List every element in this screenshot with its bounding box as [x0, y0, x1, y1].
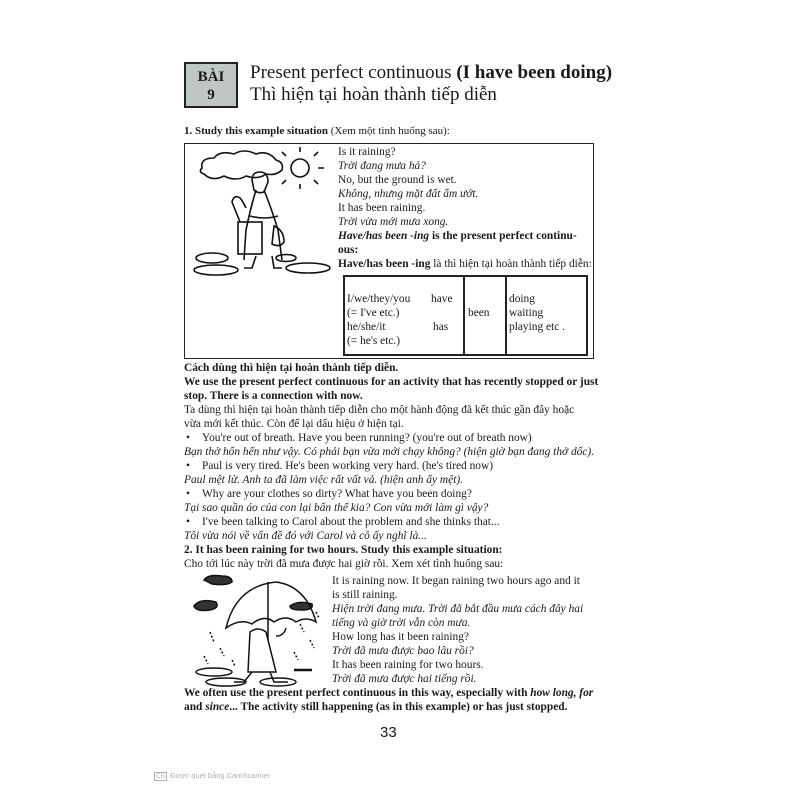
example-vietnamese: Tôi vừa nói về vấn đề đó với Carol và cô ấy nghĩ là... [184, 530, 427, 542]
usage-english: We use the present perfect continuous for an activity that has recently stopped or just [184, 376, 599, 388]
dialogue-line: Trời đang mưa hả? [338, 160, 426, 172]
section2-line: How long has it been raining? [332, 631, 469, 643]
section2-line: It has been raining for two hours. [332, 659, 484, 671]
section2-line: tiếng và giờ trời vẫn còn mưa. [332, 617, 471, 629]
rule-english: Have/has been -ing is the present perfect continu- [338, 230, 577, 242]
rule-english-cont: ous: [338, 244, 359, 256]
closing-line: We often use the present perfect continuous in this way, especially with how long, for [184, 687, 594, 699]
section2-line: Trời đã mưa được hai tiếng rồi. [332, 673, 477, 685]
table-divider [463, 277, 465, 354]
table-aux: has [433, 321, 449, 333]
scanner-watermark: CS Được quét bằng CamScanner [156, 771, 271, 780]
dialogue-line: Không, nhưng mặt đất ẩm ướt. [338, 188, 479, 200]
section2-subheading: Cho tới lúc này trời đã mưa được hai giờ rồi. Xem xét tình huống sau: [184, 558, 504, 570]
example-vietnamese: Bạn thở hổn hển như vậy. Có phải bạn vừa mới chạy không? (hiện giờ bạn đang thở dốc). [184, 446, 595, 458]
example-english: • Paul is very tired. He's been working very hard. (he's tired now) [186, 460, 494, 472]
example-vietnamese: Tại sao quần áo của con lại bẩn thế kia? Con vừa mới làm gì vậy? [184, 502, 489, 514]
lesson-label: BÀI [197, 69, 225, 85]
table-divider [505, 277, 507, 354]
page-number: 33 [380, 724, 397, 741]
table-aux: have [431, 293, 453, 305]
bullet-icon: • [186, 516, 190, 528]
table-verb: waiting [509, 307, 544, 319]
lesson-number: 9 [207, 87, 215, 103]
section2-line: Hiện trời đang mưa. Trời đã bắt đầu mưa cách đây hai [332, 603, 584, 615]
table-been: been [468, 307, 490, 319]
example-english: • Why are your clothes so dirty? What have you been doing? [186, 488, 472, 500]
dialogue-line: It has been raining. [338, 202, 426, 214]
example-english: • You're out of breath. Have you been running? (you're out of breath now) [186, 432, 532, 444]
table-subject: I/we/they/you [347, 293, 411, 305]
person-in-rain-illustration [190, 572, 330, 687]
example-vietnamese: Paul mệt lử. Anh ta đã làm việc rất vất vả. (hiện anh ấy mệt). [184, 474, 463, 486]
closing-line: and since... The activity still happening (as in this example) or has just stopped. [184, 701, 568, 713]
usage-vietnamese: vừa mới kết thúc. Còn để lại dấu hiệu ở hiện tại. [184, 418, 404, 430]
section1-heading: 1. Study this example situation (Xem một tình huống sau): [184, 125, 450, 137]
woman-after-rain-illustration [190, 146, 340, 276]
lesson-number-box [184, 62, 238, 108]
bullet-icon: • [186, 460, 190, 472]
dialogue-line: Is it raining? [338, 146, 396, 158]
bullet-icon: • [186, 488, 190, 500]
rule-vietnamese: Have/has been -ing là thì hiện tại hoàn thành tiếp diễn: [338, 258, 592, 270]
table-subject: (= he's etc.) [347, 335, 401, 347]
usage-vietnamese: Ta dùng thì hiện tại hoàn thành tiếp diễn cho một hành động đã kết thúc gần đây hoặc [184, 404, 575, 416]
lesson-title [250, 62, 612, 106]
bullet-icon: • [186, 432, 190, 444]
dialogue-line: Trời vừa mới mưa xong. [338, 216, 449, 228]
title-vietnamese: Thì hiện tại hoàn thành tiếp diễn [250, 84, 497, 105]
camscanner-logo-icon: CS [156, 773, 166, 780]
example-english: • I've been talking to Carol about the problem and she thinks that... [186, 516, 500, 528]
section2-line: Trời đã mưa được bao lâu rồi? [332, 645, 474, 657]
usage-english: stop. There is a connection with now. [184, 390, 363, 402]
table-verb: playing etc . [509, 321, 565, 333]
table-subject: he/she/it [347, 321, 386, 333]
section2-line: is still raining. [332, 589, 398, 601]
dialogue-line: No, but the ground is wet. [338, 174, 457, 186]
section2-heading: 2. It has been raining for two hours. Study this example situation: [184, 544, 503, 556]
usage-heading: Cách dùng thì hiện tại hoàn thành tiếp diễn. [184, 362, 399, 374]
table-subject: (= I've etc.) [347, 307, 400, 319]
table-verb: doing [509, 293, 535, 305]
title-english: Present perfect continuous (I have been doing) [250, 62, 613, 83]
section2-line: It is raining now. It began raining two hours ago and it [332, 575, 580, 587]
